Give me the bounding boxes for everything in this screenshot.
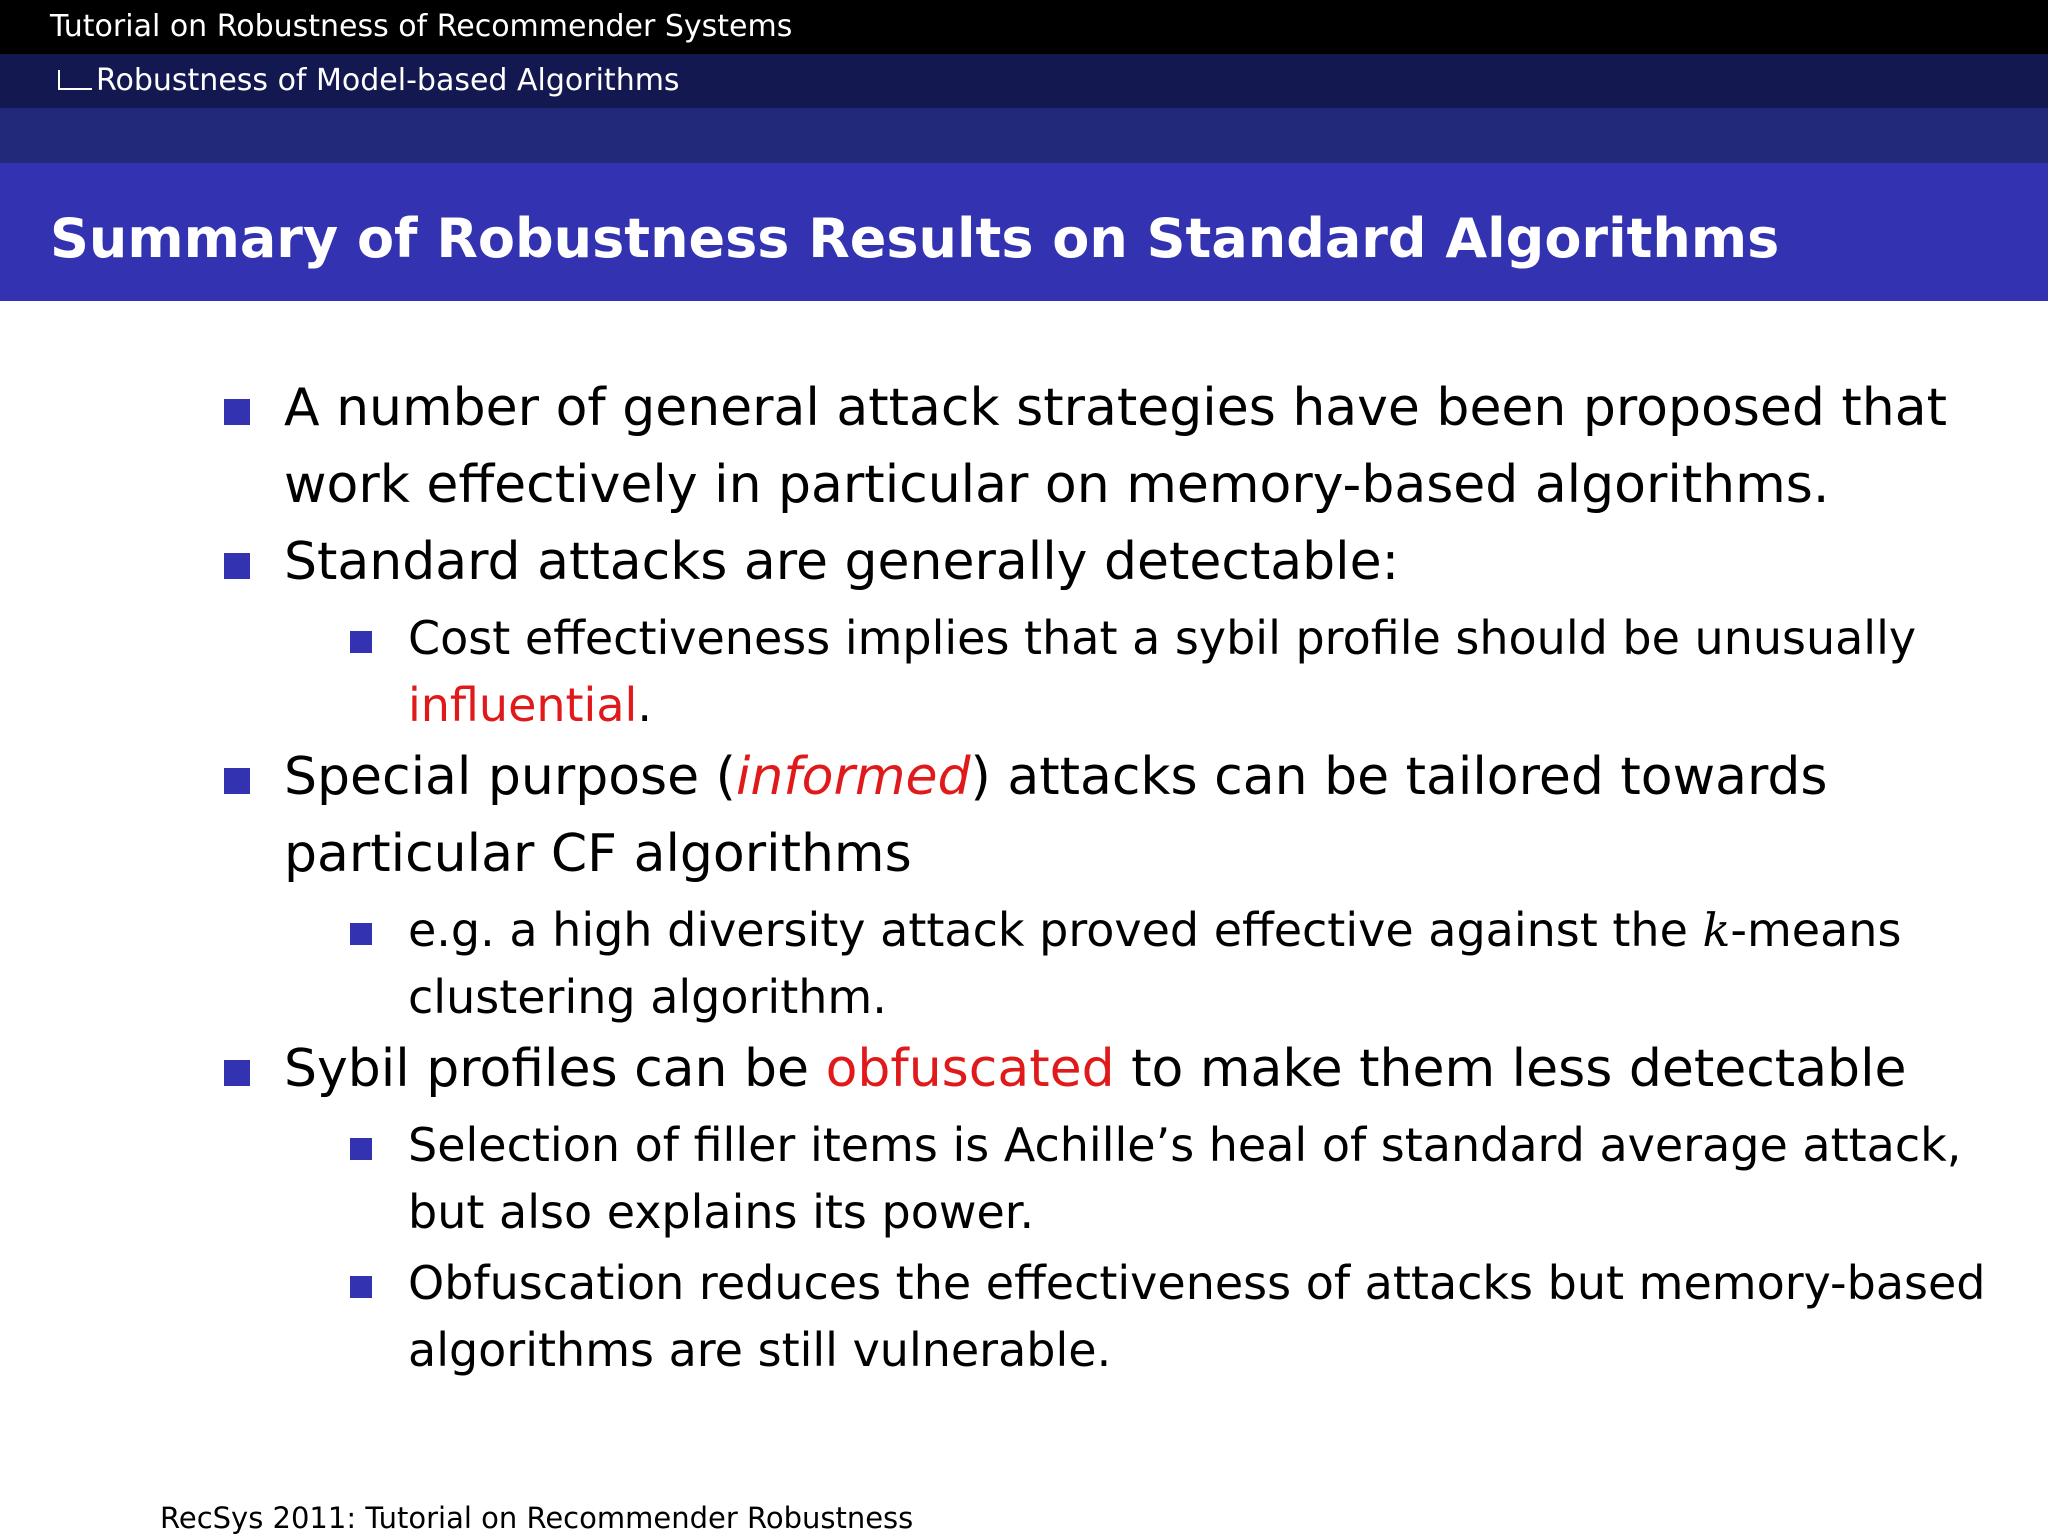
section-title: Robustness of Model-based Algorithms bbox=[96, 63, 680, 98]
bullet-text: Special purpose ( bbox=[284, 747, 736, 807]
square-bullet-icon bbox=[350, 1138, 372, 1160]
math-variable-k: k bbox=[1702, 903, 1731, 957]
subsection-corner-icon bbox=[58, 70, 92, 90]
bullet-text-end: to make them less detectable bbox=[1114, 1039, 1907, 1099]
header-band bbox=[0, 108, 2048, 163]
square-bullet-icon bbox=[350, 923, 372, 945]
square-bullet-icon bbox=[224, 399, 250, 425]
slide-title-bar bbox=[0, 163, 2048, 301]
sub-bullet-text-end: . bbox=[637, 678, 652, 732]
slide-footer: RecSys 2011: Tutorial on Recommender Robustness bbox=[160, 1501, 914, 1535]
sub-bullet-text: e.g. a high diversity attack proved effective against the bbox=[408, 903, 1703, 957]
square-bullet-icon bbox=[350, 1276, 372, 1298]
bullet-text-end: ) attacks can be tailored towards particular CF algorithms bbox=[284, 747, 1828, 884]
sub-bullet-text: Obfuscation reduces the effectiveness of attacks but memory-based algorithms are still vulnerable. bbox=[408, 1256, 1986, 1377]
presentation-title: Tutorial on Robustness of Recommender Systems bbox=[50, 9, 793, 44]
square-bullet-icon bbox=[224, 553, 250, 579]
square-bullet-icon bbox=[224, 768, 250, 794]
sub-bullet-item bbox=[0, 1112, 2048, 1246]
bullet-item bbox=[0, 370, 2048, 524]
bullet-item bbox=[0, 1031, 2048, 1108]
square-bullet-icon bbox=[224, 1060, 250, 1086]
bullet-text: A number of general attack strategies have been proposed that work effectively in particular on memory-based algorithms. bbox=[284, 378, 1948, 515]
square-bullet-icon bbox=[350, 631, 372, 653]
highlight-obfuscated: obfuscated bbox=[825, 1039, 1115, 1099]
bullet-item bbox=[0, 524, 2048, 601]
sub-bullet-text-end: -means clustering algorithm. bbox=[408, 903, 1902, 1024]
section-header bbox=[0, 54, 2048, 108]
highlight-influential: influential bbox=[408, 678, 638, 732]
sub-bullet-item bbox=[0, 897, 2048, 1031]
bullet-text: Sybil profiles can be bbox=[284, 1039, 826, 1099]
bullet-text: Standard attacks are generally detectable: bbox=[284, 532, 1400, 592]
bullet-item bbox=[0, 739, 2048, 893]
sub-bullet-text: Selection of filler items is Achille’s heal of standard average attack, but also explains its power. bbox=[408, 1118, 1962, 1239]
highlight-informed: informed bbox=[735, 747, 971, 807]
sub-bullet-text: Cost effectiveness implies that a sybil profile should be unusually bbox=[408, 611, 1917, 665]
slide-content bbox=[0, 370, 2048, 1384]
sub-bullet-item bbox=[0, 1250, 2048, 1384]
slide-title: Summary of Robustness Results on Standard Algorithms bbox=[50, 207, 1780, 270]
sub-bullet-item bbox=[0, 605, 2048, 739]
presentation-header bbox=[0, 0, 2048, 54]
